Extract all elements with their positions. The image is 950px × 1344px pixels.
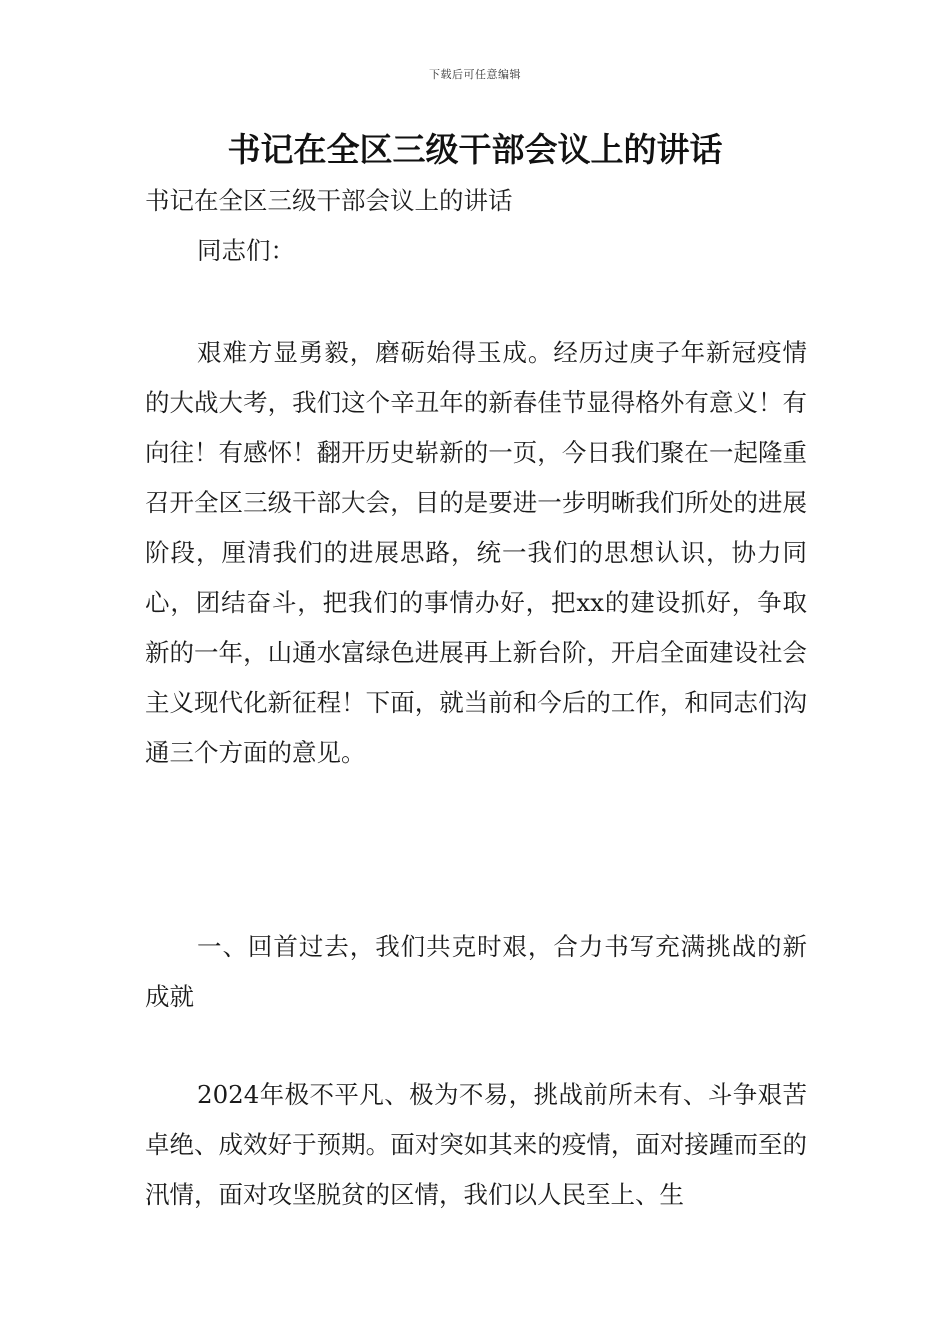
section-1-paragraph: 2024年极不平凡、极为不易，挑战前所未有、斗争艰苦卓绝、成效好于预期。面对突如其来的疫情，面对接踵而至的汛情，面对攻坚脱贫的区情，我们以人民至上、生 [145,1080,807,1209]
section-heading-1: 一、回首过去，我们共克时艰，合力书写充满挑战的新成就 [145,932,807,1011]
document-title: 书记在全区三级干部会议上的讲话 [227,130,723,169]
document-subtitle: 书记在全区三级干部会议上的讲话 [145,186,513,215]
header-note: 下载后可任意编辑 [429,68,521,81]
opening-paragraph: 艰难方显勇毅，磨砺始得玉成。经历过庚子年新冠疫情的大战大考，我们这个辛丑年的新春佳节显得格外有意义！有向往！有感怀！翻开历史崭新的一页，今日我们聚在一起隆重召开全区三级干部大会，目的是要进一步明晰我们所处的进展阶段，厘清我们的进展思路，统一我们的思想认识，协力同心，团结奋斗，把我们的事情办好，把xx的建设抓好，争取新的一年，山通水富绿色进展再上新台阶，开启全面建设社会主义现代化新征程！下面，就当前和今后的工作，和同志们沟通三个方面的意见。 [145,338,807,767]
greeting-line: 同志们： [197,236,295,265]
